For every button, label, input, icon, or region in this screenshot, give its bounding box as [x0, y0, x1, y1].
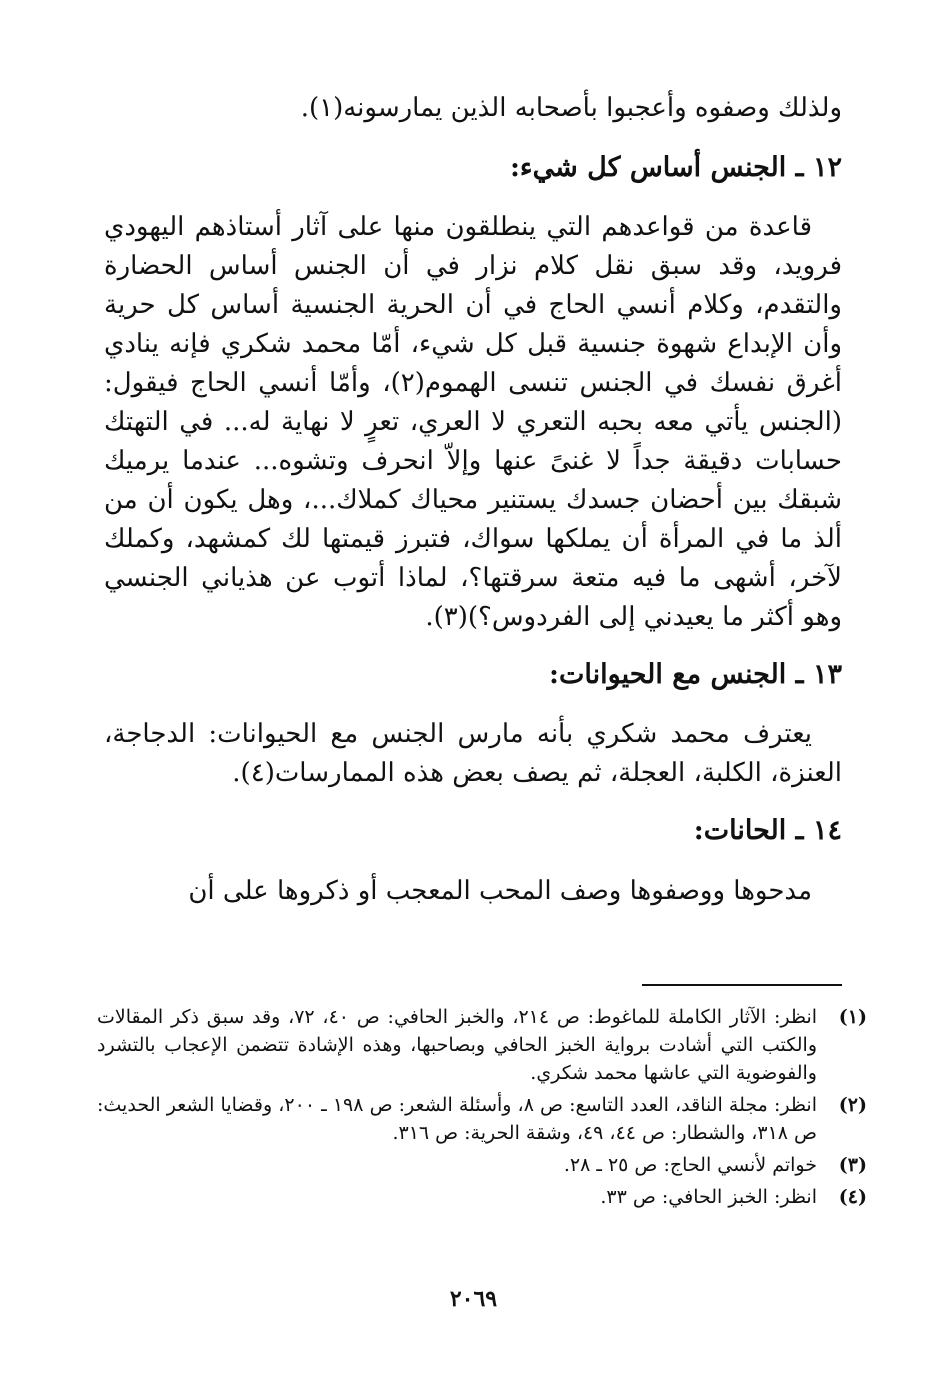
footnote-item	[97, 1091, 867, 1147]
footnotes	[97, 1003, 867, 1215]
opening-line: ولذلك وصفوه وأعجبوا بأصحابه الذين يمارسونه(١).	[300, 93, 842, 123]
footnote-item	[97, 1183, 867, 1211]
footnote-number: (٢)	[838, 1094, 867, 1116]
footnote-number: (٤)	[838, 1186, 867, 1208]
section-paragraph-13: يعترف محمد شكري بأنه مارس الجنس مع الحيوانات: الدجاجة، العنزة، الكلبة، العجلة، ثم يصف بعض هذه الممارسات(٤).	[104, 719, 842, 788]
footnote-separator	[642, 984, 842, 986]
main-text-column	[104, 88, 842, 911]
page-number: ٢٠٦٩	[449, 1286, 498, 1312]
section-paragraph-12: قاعدة من قواعدهم التي ينطلقون منها على آثار أستاذهم اليهودي فرويد، وقد سبق نقل كلام نزار في أن الجنس أساس الحضارة والتقدم، وكلام أنسي الحاج في أن الحرية الجنسية أساس كل حرية وأن الإبداع شهوة جنسية قبل كل شيء، أمّا محمد شكري فإنه ينادي أغرق نفسك في الجنس تنسى الهموم(٢)، وأمّا أنسي الحاج فيقول: (الجنس يأتي معه بحبه التعري لا العري، تعرٍ لا نهاية له... في التهتك حسابات دقيقة جداً لا غنىً عنها وإلاّ انحرف وتشوه... عندما يرميك شبقك بين أحضان جسدك يستنير محياك كملاك...، وهل يكون أن من ألذ ما في المرأة أن يملكها سواك، فتبرز قيمتها لك كمشهد، وكملك لآخر، أشهى ما فيه متعة سرقتها؟، لماذا أتوب عن هذياني الجنسي وهو أكثر ما يعيدني إلى الفردوس؟)(٣).	[104, 212, 842, 632]
footnote-item	[97, 1003, 867, 1087]
section-heading-12: ١٢ ـ الجنس أساس كل شيء:	[509, 152, 842, 183]
section-heading-13: ١٣ ـ الجنس مع الحيوانات:	[549, 659, 842, 690]
footnote-number: (٣)	[838, 1154, 867, 1176]
footnote-item	[97, 1151, 867, 1179]
footnote-number: (١)	[838, 1006, 867, 1028]
section-heading-14: ١٤ ـ الحانات:	[693, 815, 842, 846]
footnote-text: انظر: مجلة الناقد، العدد التاسع: ص ٨، وأسئلة الشعر: ص ١٩٨ ـ ٢٠٠، وقضايا الشعر الحديث: ص ٣١٨، والشطار: ص ٤٤، ٤٩، وشقة الحرية: ص ٣١٦.	[97, 1094, 817, 1144]
section-paragraph-14: مدحوها ووصفوها وصف المحب المعجب أو ذكروها على أن	[188, 876, 812, 906]
footnote-text: خواتم لأنسي الحاج: ص ٢٥ ـ ٢٨.	[563, 1154, 817, 1176]
footnote-text: انظر: الآثار الكاملة للماغوط: ص ٢١٤، والخبز الحافي: ص ٤٠، ٧٢، وقد سبق ذكر المقالات والكتب التي أشادت برواية الخبز الحافي وبصاحبها، وهذه الإشادة تتضمن الإعجاب بالتشرد والفوضوية التي عاشها محمد شكري.	[97, 1006, 818, 1084]
footnote-text: انظر: الخبز الحافي: ص ٣٣.	[600, 1186, 817, 1208]
